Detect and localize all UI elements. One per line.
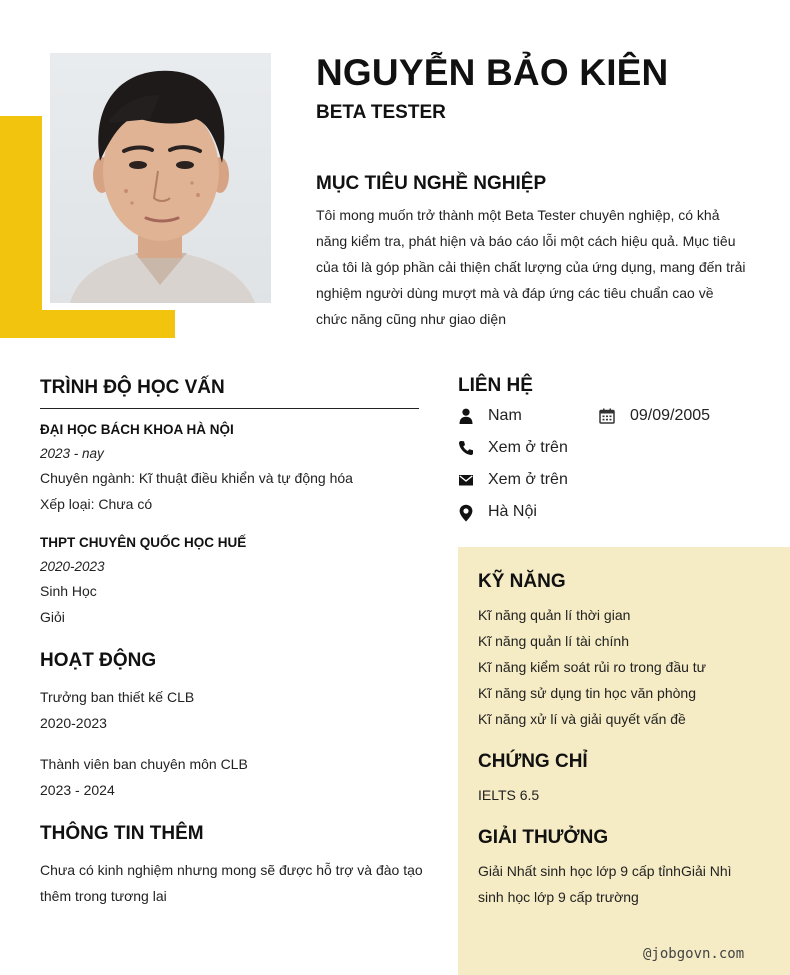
skill-item: Kĩ năng xử lí và giải quyết vấn đề bbox=[478, 711, 686, 727]
skill-item: Kĩ năng quản lí tài chính bbox=[478, 633, 629, 649]
section-divider bbox=[40, 408, 419, 409]
skill-item: Kĩ năng quản lí thời gian bbox=[478, 607, 631, 623]
awards-text: Giải Nhất sinh học lớp 9 cấp tỉnhGiải Nhì sinh học lớp 9 cấp trường bbox=[478, 863, 732, 905]
profile-photo bbox=[50, 53, 271, 303]
school-rank: Xếp loại: Chưa có bbox=[40, 496, 153, 512]
contact-location-row bbox=[458, 500, 537, 524]
contact-phone-row bbox=[458, 436, 568, 460]
awards-heading: GIẢI THƯỞNG bbox=[478, 827, 609, 848]
school-period: 2023 - nay bbox=[40, 446, 104, 461]
school-name: THPT CHUYÊN QUỐC HỌC HUẾ bbox=[40, 535, 247, 550]
contact-phone[interactable]: Xem ở trên bbox=[488, 439, 568, 456]
school-major: Sinh Học bbox=[40, 583, 97, 599]
school-name: ĐẠI HỌC BÁCH KHOA HÀ NỘI bbox=[40, 422, 234, 437]
map-pin-icon bbox=[458, 504, 474, 520]
accent-bar-horizontal bbox=[0, 310, 175, 338]
activity-role: Trưởng ban thiết kế CLB bbox=[40, 689, 195, 705]
activity-period: 2020-2023 bbox=[40, 715, 107, 731]
skills-heading: KỸ NĂNG bbox=[478, 571, 566, 592]
contact-email[interactable]: Xem ở trên bbox=[488, 471, 568, 488]
extra-info-heading: THÔNG TIN THÊM bbox=[40, 823, 204, 844]
contact-gender: Nam bbox=[488, 407, 522, 424]
activity-period: 2023 - 2024 bbox=[40, 782, 115, 798]
skill-item: Kĩ năng kiểm soát rủi ro trong đầu tư bbox=[478, 659, 707, 675]
education-heading: TRÌNH ĐỘ HỌC VẤN bbox=[40, 377, 225, 398]
objective-heading: MỤC TIÊU NGHỀ NGHIỆP bbox=[316, 173, 547, 194]
school-period: 2020-2023 bbox=[40, 559, 105, 574]
objective-text: Tôi mong muốn trở thành một Beta Tester chuyên nghiệp, có khả năng kiểm tra, phát hiện và báo cáo lỗi một cách hiệu quả. Mục tiêu của tôi là góp phần cải thiện chất lượng của ứng dụng, mang đến trải nghiệm người dùng mượt mà và đáp ứng các tiêu chuẩn cao về chức năng cũng như giao diện bbox=[316, 207, 746, 327]
contact-gender-row bbox=[458, 404, 522, 428]
certificate-item: IELTS 6.5 bbox=[478, 787, 540, 803]
calendar-icon bbox=[599, 408, 615, 424]
contact-heading: LIÊN HỆ bbox=[458, 375, 533, 396]
phone-icon bbox=[458, 440, 474, 456]
watermark: @jobgovn.com bbox=[643, 946, 745, 962]
contact-location: Hà Nội bbox=[488, 503, 537, 520]
contact-birthday-row bbox=[599, 404, 710, 428]
extra-info-text: Chưa có kinh nghiệm nhưng mong sẽ được hỗ trợ và đào tạo thêm trong tương lai bbox=[40, 862, 423, 904]
certificates-heading: CHỨNG CHỈ bbox=[478, 751, 588, 772]
accent-bar-vertical bbox=[0, 116, 42, 338]
contact-birthday: 09/09/2005 bbox=[630, 407, 711, 424]
school-rank: Giỏi bbox=[40, 609, 65, 625]
person-icon bbox=[458, 408, 474, 424]
activities-heading: HOẠT ĐỘNG bbox=[40, 650, 157, 671]
school-major: Chuyên ngành: Kĩ thuật điều khiển và tự động hóa bbox=[40, 470, 353, 486]
activity-role: Thành viên ban chuyên môn CLB bbox=[40, 756, 248, 772]
skill-item: Kĩ năng sử dụng tin học văn phòng bbox=[478, 685, 696, 701]
candidate-name: NGUYỄN BẢO KIÊN bbox=[316, 52, 669, 93]
envelope-icon bbox=[458, 472, 474, 488]
contact-email-row bbox=[458, 468, 568, 492]
candidate-title: BETA TESTER bbox=[316, 102, 446, 123]
